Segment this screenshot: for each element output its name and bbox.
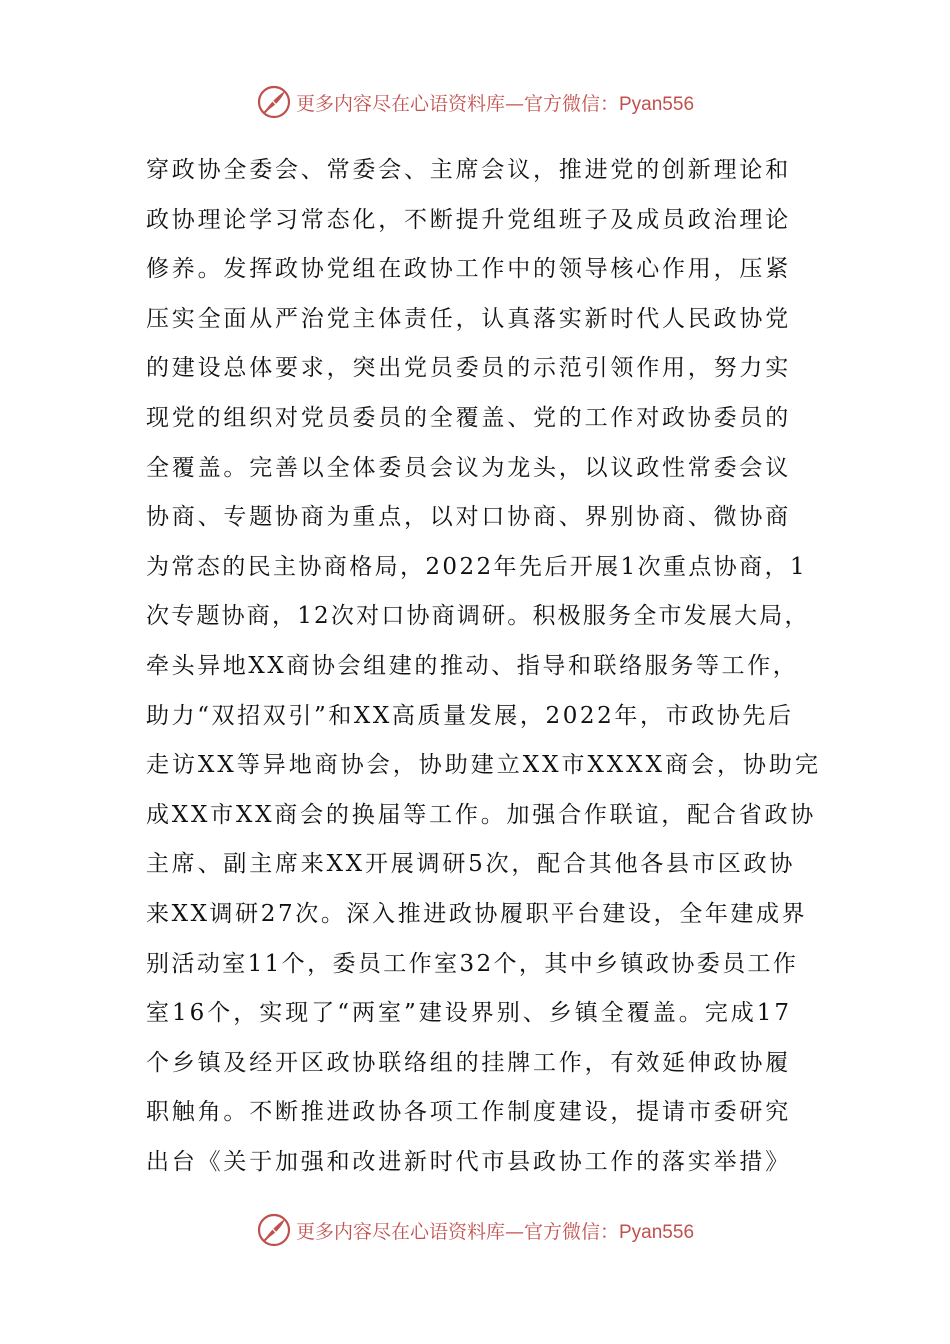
body-line: 穿政协全委会、常委会、主席会议，推进党的创新理论和: [146, 157, 791, 183]
body-line: 牵头异地XX商协会组建的推动、指导和联络服务等工作，: [146, 652, 799, 679]
body-line: 助力“双招双引”和XX高质量发展，2022年，市政协先后: [146, 702, 794, 729]
quill-logo-icon: [256, 1212, 292, 1248]
body-line: 的建设总体要求，突出党员委员的示范引领作用，努力实: [146, 355, 791, 382]
body-line: 全覆盖。完善以全体委员会议为龙头，以议政性常委会议: [146, 454, 791, 481]
body-line: 来XX调研27次。深入推进政协履职平台建设，全年建成界: [146, 900, 808, 927]
body-line: 个乡镇及经开区政协联络组的挂牌工作，有效延伸政协履: [146, 1049, 791, 1076]
body-line: 为常态的民主协商格局，2022年先后开展1次重点协商，1: [146, 553, 807, 580]
watermark-text: 更多内容尽在心语资料库—官方微信：Pyan556: [295, 92, 695, 115]
header-watermark: [0, 80, 950, 124]
document-body: [146, 146, 821, 1187]
body-line: 别活动室11个，委员工作室32个，其中乡镇政协委员工作: [146, 950, 799, 977]
body-line: 职触角。不断推进政协各项工作制度建设，提请市委研究: [146, 1099, 791, 1126]
wechat-id: Pyan556: [619, 1221, 695, 1243]
footer-watermark: [0, 1208, 950, 1252]
body-line: 室16个，实现了“两室”建设界别、乡镇全覆盖。完成17: [146, 1000, 793, 1027]
quill-logo-icon: [256, 84, 292, 120]
body-line: 成XX市XX商会的换届等工作。加强合作联谊，配合省政协: [146, 801, 817, 828]
body-line: 主席、副主席来XX开展调研5次，配合其他各县市区政协: [146, 851, 796, 878]
wechat-id: Pyan556: [619, 93, 695, 115]
body-line: 修养。发挥政协党组在政协工作中的领导核心作用，压紧: [146, 256, 791, 283]
body-line: 出台《关于加强和改进新时代市县政协工作的落实举措》: [146, 1148, 791, 1175]
body-line: 压实全面从严治党主体责任，认真落实新时代人民政协党: [146, 305, 791, 332]
body-line: 次专题协商，12次对口协商调研。积极服务全市发展大局，: [146, 603, 810, 630]
body-line: 协商、专题协商为重点，以对口协商、界别协商、微协商: [146, 504, 791, 531]
body-line: 走访XX等异地商协会，协助建立XX市XXXX商会，协助完: [146, 752, 821, 779]
body-line: 政协理论学习常态化，不断提升党组班子及成员政治理论: [146, 206, 791, 233]
watermark-text: 更多内容尽在心语资料库—官方微信：Pyan556: [295, 1220, 695, 1243]
body-line: 现党的组织对党员委员的全覆盖、党的工作对政协委员的: [146, 404, 791, 431]
